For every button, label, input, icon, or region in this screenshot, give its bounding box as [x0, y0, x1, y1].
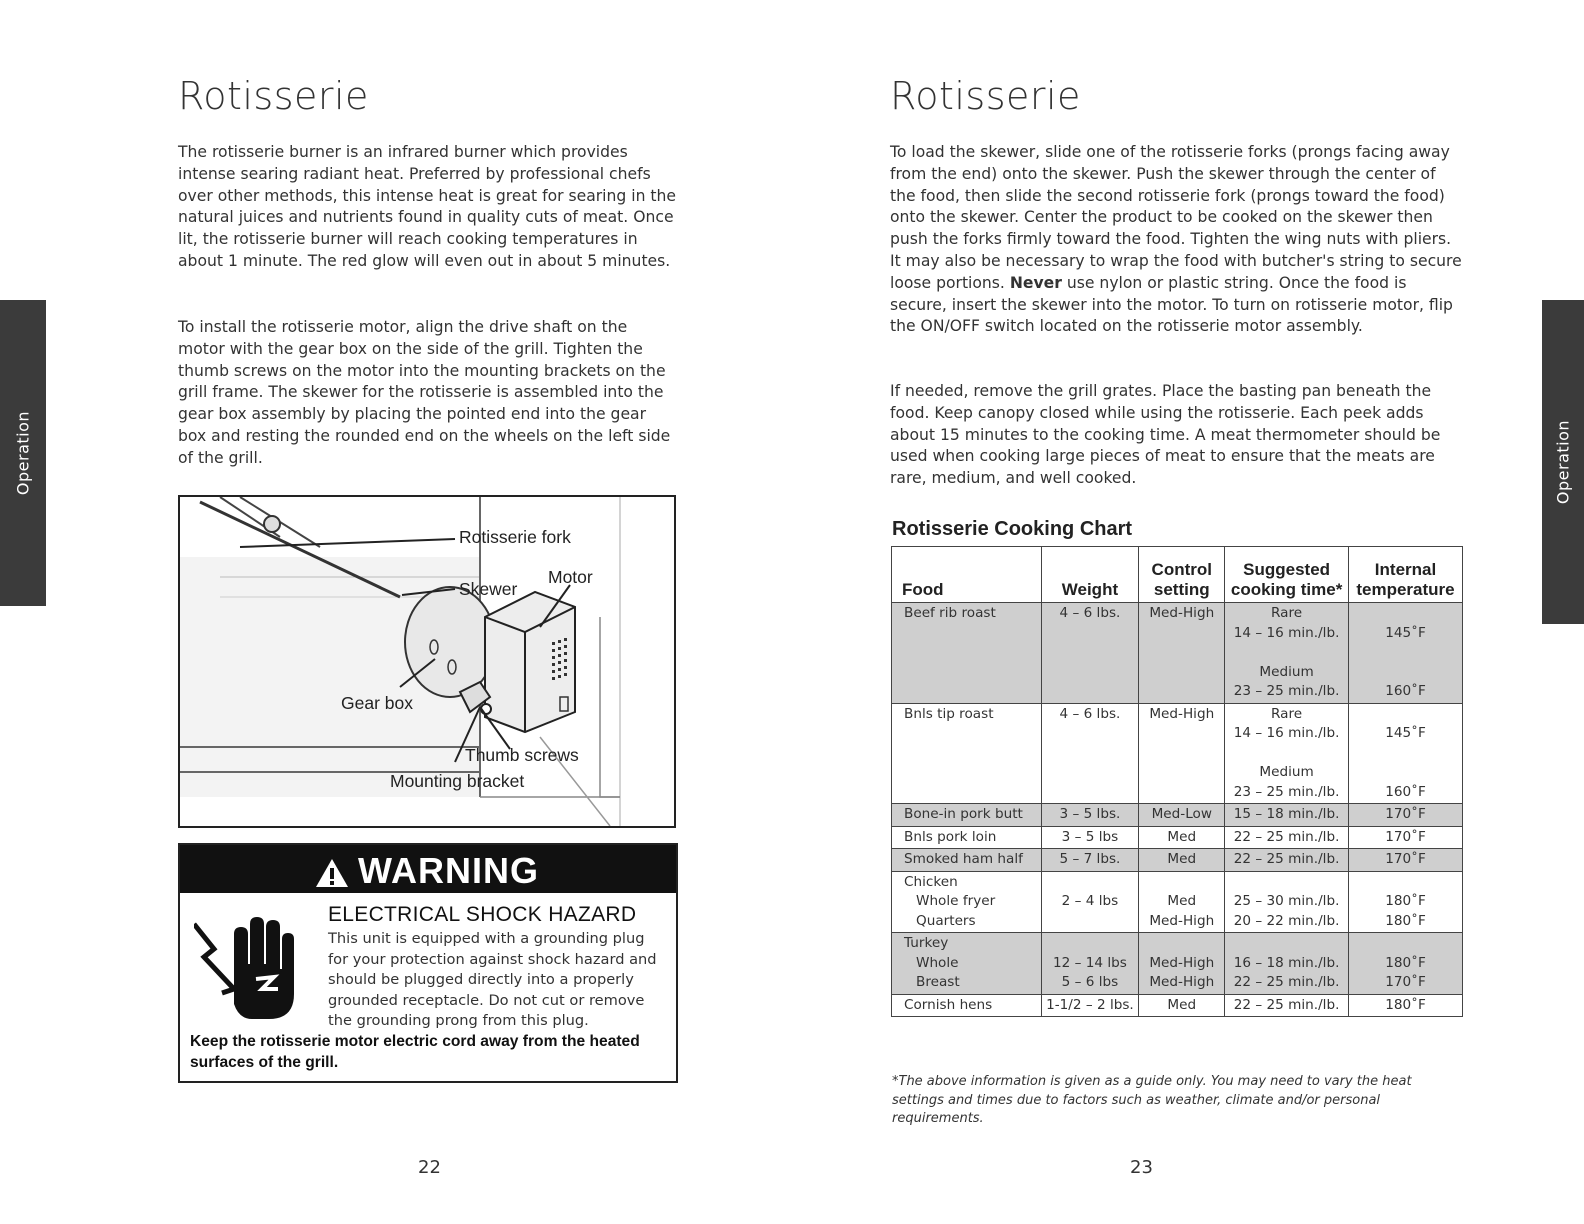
warning-triangle-icon — [314, 857, 350, 889]
page-number: 22 — [418, 1157, 441, 1178]
rotisserie-diagram — [178, 495, 676, 828]
warning-box — [178, 843, 678, 1083]
table-row: Beef rib roast 4 – 6 lbs. Med-High Rare 14 – 16 min./lb. Medium 23 – 25 min./lb. 145˚F 160˚F — [892, 603, 1463, 704]
install-paragraph: To install the rotisserie motor, align the drive shaft on the motor with the gear box on the side of the grill. Tighten the thumb screws on the motor into the mounting brackets on the grill frame. The skewer for the rotisserie is assembled into the gear box assembly by placing the pointed end into the gear box and resting the rounded end on the wheels on the left side of the grill. — [178, 318, 671, 467]
hazard-text: This unit is equipped with a grounding plug for your protection against shock hazard and should be plugged directly into a properly grounded receptacle. Do not cut or remove the grounding prong from this plug. — [328, 930, 657, 1030]
header-cooking-time: Suggested cooking time* — [1225, 547, 1349, 603]
table-row: Bnls tip roast 4 – 6 lbs. Med-High Rare 14 – 16 min./lb. Medium 23 – 25 min./lb. 145˚F 160˚F — [892, 703, 1463, 804]
table-row: Turkey Whole Breast 12 – 14 lbs 5 – 6 lbs Med-High Med-High 16 – 18 min./lb. 22 – 25 min./lb. 180˚F 170˚F — [892, 933, 1463, 995]
label-rotisserie-fork: Rotisserie fork — [459, 527, 571, 547]
hazard-bold-instruction: Keep the rotisserie motor electric cord away from the heated surfaces of the grill. — [190, 1033, 640, 1071]
intro-paragraph: The rotisserie burner is an infrared burner which provides intense searing radiant heat. Preferred by professional chefs over other methods, this intense heat is great for searing in the natural juices and nutrients found in quality cuts of meat. Once lit, the rotisserie burner will reach cooking temperatures in about 1 minute. The red glow will even out in about 5 minutes. — [178, 143, 677, 270]
hazard-title: ELECTRICAL SHOCK HAZARD — [328, 903, 637, 926]
side-tab-label: Operation — [1553, 419, 1573, 505]
never-emphasis: Never — [1009, 273, 1062, 292]
cooking-chart-title: Rotisserie Cooking Chart — [892, 518, 1133, 540]
side-tab-label: Operation — [13, 410, 33, 496]
label-gear-box: Gear box — [341, 693, 413, 713]
operation-side-tab-left — [0, 300, 46, 606]
header-internal-temp: Internal temperature — [1349, 547, 1463, 603]
warning-header — [180, 845, 676, 893]
label-mounting-bracket: Mounting bracket — [390, 771, 525, 791]
header-control-setting: Control setting — [1139, 547, 1225, 603]
table-row: Cornish hens 1-1/2 – 2 lbs. Med 22 – 25 min./lb. 180˚F — [892, 994, 1463, 1017]
page-number: 23 — [1130, 1157, 1153, 1178]
loading-paragraph: To load the skewer, slide one of the rotisserie forks (prongs facing away from the end) onto the skewer. Push the skewer through the center of the food, then slide the second rotisserie fork (prongs toward the food) onto the skewer. Center the product to be cooked on the skewer then push the forks firmly toward the food. Tighten the wing nuts with pliers. It may also be necessary to wrap the food with butcher's string to secure loose portions. Never use nylon or plastic string. Once the food is secure, insert the skewer into the motor. To turn on rotisserie motor, flip the ON/OFF switch located on the rotisserie motor assembly. — [890, 143, 1462, 336]
chart-footnote: *The above information is given as a guide only. You may need to vary the heat settings and times due to factors such as weather, climate and/or personal requirements. — [892, 1074, 1412, 1126]
usage-paragraph: If needed, remove the grill grates. Place the basting pan beneath the food. Keep canopy closed while using the rotisserie. Each peek adds about 15 minutes to the cooking time. A meat thermometer should be used when cooking large pieces of meat to ensure that the meats are rare, medium, and well cooked. — [890, 382, 1441, 488]
warning-heading: WARNING — [358, 850, 539, 891]
right-page — [792, 0, 1584, 1224]
label-thumb-screws: Thumb screws — [465, 745, 579, 765]
label-skewer: Skewer — [459, 579, 518, 599]
label-motor: Motor — [548, 567, 593, 587]
table-row: Smoked ham half 5 – 7 lbs. Med 22 – 25 min./lb. 170˚F — [892, 849, 1463, 872]
page-title: Rotisserie — [890, 74, 1081, 118]
header-weight: Weight — [1041, 547, 1139, 603]
table-row: Chicken Whole fryer Quarters 2 – 4 lbs Med Med-High 25 – 30 min./lb. 20 – 22 min./lb. 180˚F 180˚F — [892, 871, 1463, 933]
header-food: Food — [892, 547, 1042, 603]
electric-shock-hand-icon — [194, 909, 319, 1024]
table-row: Bone-in pork butt 3 – 5 lbs. Med-Low 15 – 18 min./lb. 170˚F — [892, 804, 1463, 827]
cooking-chart-table — [891, 546, 1463, 1017]
table-header-row — [892, 547, 1463, 603]
operation-side-tab-right — [1542, 300, 1584, 624]
table-row: Bnls pork loin 3 – 5 lbs Med 22 – 25 min./lb. 170˚F — [892, 826, 1463, 849]
page-title: Rotisserie — [178, 74, 369, 118]
